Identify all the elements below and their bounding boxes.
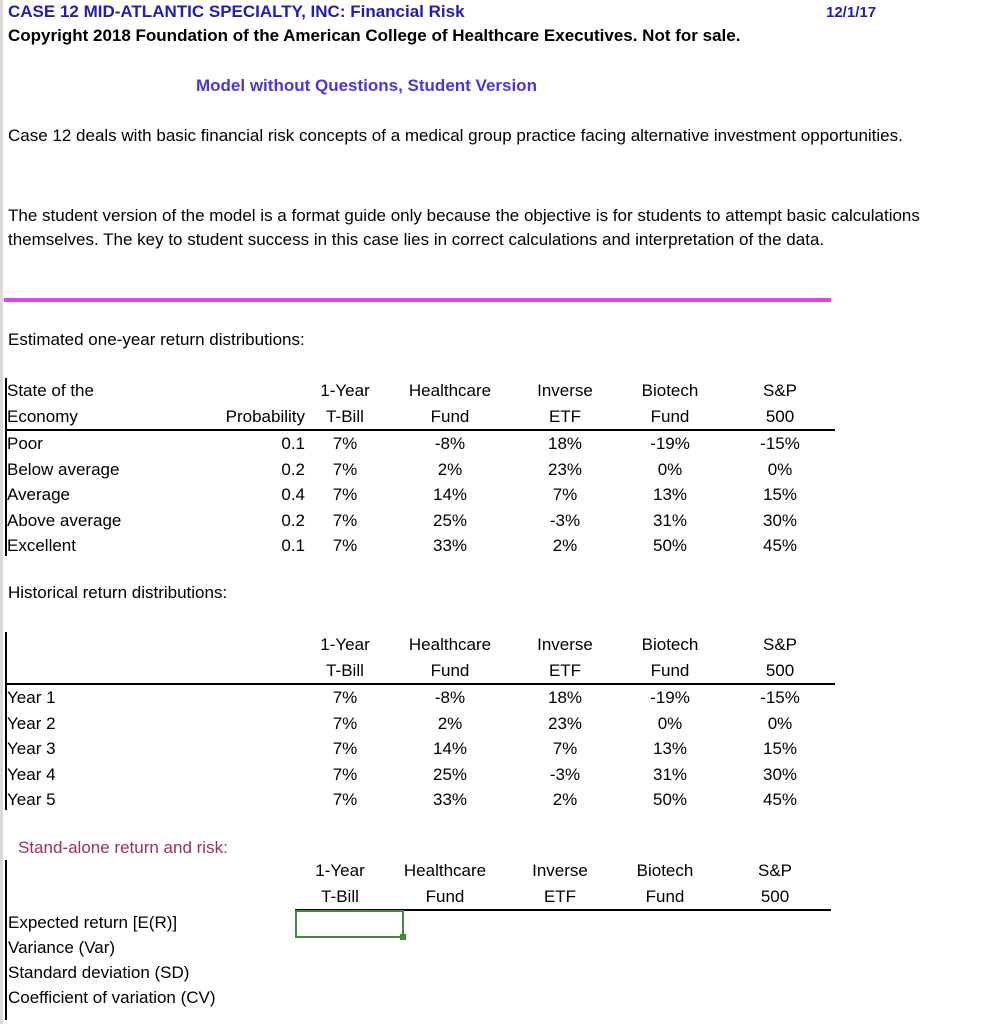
header-cell: S&P bbox=[762, 381, 798, 401]
cell[interactable]: 0.4 bbox=[281, 485, 305, 505]
header-cell: Fund bbox=[615, 404, 725, 431]
cell[interactable]: 7% bbox=[332, 713, 358, 733]
row-label: Year 1 bbox=[7, 688, 56, 708]
cell[interactable]: 31% bbox=[652, 764, 688, 784]
table-row bbox=[5, 457, 835, 483]
intro-paragraph-1: Case 12 deals with basic financial risk concepts of a medical group practice facing alternative investment opportunities. bbox=[8, 126, 903, 145]
cell[interactable]: 25% bbox=[432, 510, 468, 530]
cell[interactable]: 7% bbox=[332, 510, 358, 530]
fill-handle[interactable] bbox=[400, 934, 406, 940]
header-cell: T-Bill bbox=[321, 886, 359, 906]
row-label: Poor bbox=[7, 434, 43, 454]
header-cell: Healthcare bbox=[408, 635, 492, 655]
cell[interactable]: 7% bbox=[552, 739, 578, 759]
header-cell: Biotech bbox=[641, 635, 699, 655]
header-cell: S&P bbox=[757, 861, 793, 881]
row-label: Average bbox=[7, 485, 71, 505]
header-cell: Inverse bbox=[537, 635, 593, 655]
row-label: Year 4 bbox=[7, 764, 56, 784]
selected-cell-expected-return-tbill[interactable] bbox=[295, 910, 404, 938]
case-title: CASE 12 MID-ATLANTIC SPECIALTY, INC: Financial Risk bbox=[8, 2, 465, 21]
case-date: 12/1/17 bbox=[826, 4, 877, 21]
row-label: Below average bbox=[7, 459, 120, 479]
row-label-coefficient-of-variation: Coefficient of variation (CV) bbox=[8, 988, 216, 1007]
standalone-left-border bbox=[5, 860, 7, 1020]
cell[interactable]: 0.1 bbox=[281, 434, 305, 454]
header-cell bbox=[5, 632, 177, 658]
header-cell bbox=[177, 632, 305, 658]
historical-returns-table bbox=[5, 632, 835, 813]
table-header-row bbox=[5, 404, 835, 431]
header-cell: 500 bbox=[725, 658, 835, 685]
table-row bbox=[5, 711, 835, 737]
cell[interactable]: 2% bbox=[552, 536, 578, 556]
header-cell: Healthcare bbox=[403, 861, 487, 881]
cell[interactable]: 0% bbox=[767, 713, 793, 733]
row-label: Year 2 bbox=[7, 713, 56, 733]
table-header-row bbox=[5, 632, 835, 658]
table-row bbox=[5, 508, 835, 534]
header-cell: Biotech bbox=[641, 381, 699, 401]
cell[interactable]: 25% bbox=[432, 764, 468, 784]
header-cell: Economy bbox=[5, 404, 177, 431]
cell[interactable]: 0.2 bbox=[281, 510, 305, 530]
section-divider bbox=[4, 298, 831, 302]
cell[interactable]: -15% bbox=[760, 688, 800, 708]
cell[interactable]: 23% bbox=[547, 713, 583, 733]
cell[interactable]: 30% bbox=[762, 510, 798, 530]
cell[interactable]: 0% bbox=[657, 713, 683, 733]
header-cell: 500 bbox=[760, 886, 790, 906]
row-label: Above average bbox=[7, 510, 122, 530]
cell[interactable]: 15% bbox=[762, 739, 798, 759]
cell[interactable] bbox=[177, 684, 305, 711]
header-cell: Probability bbox=[177, 404, 305, 431]
cell[interactable]: 0% bbox=[657, 459, 683, 479]
cell[interactable]: 2% bbox=[552, 790, 578, 810]
header-cell: Healthcare bbox=[408, 381, 492, 401]
header-cell: T-Bill bbox=[305, 658, 385, 685]
cell[interactable]: 33% bbox=[432, 536, 468, 556]
table-header-row bbox=[5, 378, 835, 404]
cell[interactable]: 7% bbox=[332, 790, 358, 810]
standalone-section-title: Stand-alone return and risk: bbox=[18, 838, 228, 857]
header-cell: Fund bbox=[645, 886, 685, 906]
table-header-row bbox=[300, 858, 830, 884]
cell[interactable]: 2% bbox=[437, 459, 463, 479]
cell[interactable]: 7% bbox=[332, 485, 358, 505]
header-cell: ETF bbox=[515, 404, 615, 431]
header-cell: State of the bbox=[7, 381, 94, 401]
sheet-left-gridline bbox=[0, 0, 3, 1024]
cell[interactable]: -19% bbox=[650, 688, 690, 708]
cell[interactable] bbox=[177, 762, 305, 788]
cell[interactable]: -3% bbox=[549, 510, 581, 530]
header-cell: Fund bbox=[385, 404, 515, 431]
cell[interactable]: -19% bbox=[650, 434, 690, 454]
table-row bbox=[5, 684, 835, 711]
cell[interactable]: 33% bbox=[432, 790, 468, 810]
cell[interactable]: 14% bbox=[432, 739, 468, 759]
header-cell: Biotech bbox=[636, 861, 694, 881]
cell[interactable]: 30% bbox=[762, 764, 798, 784]
row-label: Excellent bbox=[7, 536, 76, 556]
cell[interactable] bbox=[177, 711, 305, 737]
cell[interactable]: 23% bbox=[547, 459, 583, 479]
cell[interactable]: 50% bbox=[652, 536, 688, 556]
cell[interactable]: -8% bbox=[434, 688, 466, 708]
cell[interactable]: 50% bbox=[652, 790, 688, 810]
row-label-variance: Variance (Var) bbox=[8, 938, 116, 957]
row-label: Year 5 bbox=[7, 790, 56, 810]
cell[interactable]: -8% bbox=[434, 434, 466, 454]
cell[interactable]: -15% bbox=[760, 434, 800, 454]
header-cell: Fund bbox=[385, 658, 515, 685]
cell[interactable]: 7% bbox=[332, 536, 358, 556]
cell[interactable]: 7% bbox=[332, 459, 358, 479]
cell[interactable]: 13% bbox=[652, 485, 688, 505]
row-label-standard-deviation: Standard deviation (SD) bbox=[8, 963, 190, 982]
header-cell: Fund bbox=[425, 886, 465, 906]
header-cell: Inverse bbox=[532, 861, 588, 881]
cell[interactable]: 7% bbox=[332, 739, 358, 759]
cell[interactable]: 45% bbox=[762, 790, 798, 810]
table-row bbox=[5, 736, 835, 762]
cell[interactable]: 0.2 bbox=[281, 459, 305, 479]
cell[interactable]: 7% bbox=[332, 764, 358, 784]
historical-section-title: Historical return distributions: bbox=[8, 583, 228, 602]
intro-paragraph-2: The student version of the model is a format guide only because the objective is for students to attempt basic calculations themselves. The key to student success in this case lies in correct calculations and interpretation of the data. bbox=[8, 206, 920, 249]
cell[interactable]: 18% bbox=[547, 434, 583, 454]
copyright-notice: Copyright 2018 Foundation of the American College of Healthcare Executives. Not for sale. bbox=[8, 26, 741, 45]
header-cell: 1-Year bbox=[320, 635, 370, 655]
table-row bbox=[5, 762, 835, 788]
header-cell: Inverse bbox=[537, 381, 593, 401]
header-cell: Fund bbox=[615, 658, 725, 685]
model-version-label: Model without Questions, Student Version bbox=[196, 76, 537, 95]
cell[interactable]: 31% bbox=[652, 510, 688, 530]
header-cell: 1-Year bbox=[320, 381, 370, 401]
row-label: Year 3 bbox=[7, 739, 56, 759]
header-cell: T-Bill bbox=[305, 404, 385, 431]
table-row bbox=[5, 533, 835, 559]
cell[interactable]: 15% bbox=[762, 485, 798, 505]
header-cell: S&P bbox=[762, 635, 798, 655]
header-cell bbox=[177, 658, 305, 685]
estimated-returns-table bbox=[5, 378, 835, 559]
cell[interactable]: 2% bbox=[437, 713, 463, 733]
cell[interactable]: 0% bbox=[767, 459, 793, 479]
header-cell bbox=[5, 658, 177, 685]
cell[interactable]: 18% bbox=[547, 688, 583, 708]
cell[interactable]: 7% bbox=[332, 434, 358, 454]
table-header-row bbox=[5, 658, 835, 685]
cell[interactable]: 14% bbox=[432, 485, 468, 505]
cell[interactable] bbox=[177, 787, 305, 813]
header-cell: ETF bbox=[543, 886, 577, 906]
standalone-header-table bbox=[300, 858, 830, 909]
cell[interactable]: -3% bbox=[549, 764, 581, 784]
table-header-row bbox=[300, 884, 830, 910]
table-row bbox=[5, 482, 835, 508]
row-label-expected-return: Expected return [E(R)] bbox=[8, 913, 178, 932]
cell[interactable]: 13% bbox=[652, 739, 688, 759]
cell[interactable] bbox=[177, 736, 305, 762]
header-cell: 1-Year bbox=[315, 861, 365, 881]
cell[interactable]: 0.1 bbox=[281, 536, 305, 556]
header-cell: ETF bbox=[515, 658, 615, 685]
cell[interactable]: 45% bbox=[762, 536, 798, 556]
header-cell bbox=[177, 378, 305, 404]
table-row bbox=[5, 430, 835, 457]
cell[interactable]: 7% bbox=[552, 485, 578, 505]
table-row bbox=[5, 787, 835, 813]
estimated-section-title: Estimated one-year return distributions: bbox=[8, 330, 305, 349]
cell[interactable]: 7% bbox=[332, 688, 358, 708]
header-cell: 500 bbox=[725, 404, 835, 431]
